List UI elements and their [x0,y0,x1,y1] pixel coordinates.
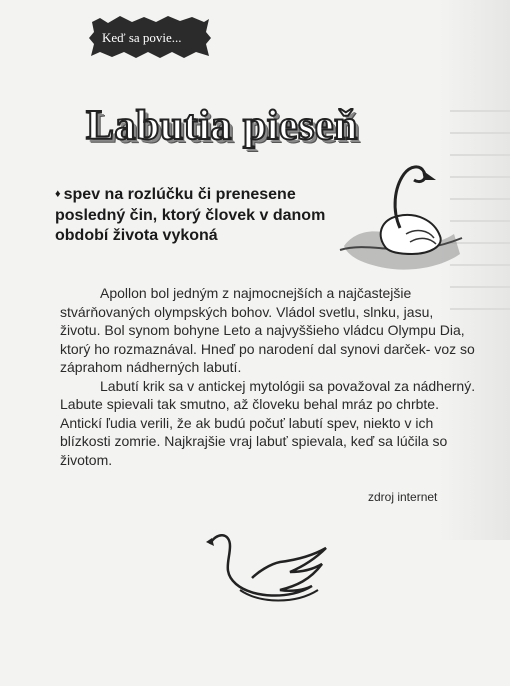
article-body [60,284,476,469]
definition-content: spev na rozlúčku či prenesene posledný čin, ktorý človek v danom období života vykoná [55,186,326,244]
tag-label: Keď sa povie... [102,30,182,45]
paragraph-2: Labutí krik sa v antickej mytológii sa považoval za nádherný. Labute spievali tak smutno, až človeku behal mráz po chrbte. Antickí ľudia verili, že ak budú počuť labutí spev, niekto v ich blízkosti zomrie. Najkrajšie vraj labuť spievala, keď sa lúčila so životom. [60,377,476,468]
definition-text [55,185,340,246]
section-tag [88,14,212,60]
page-title-text: Labutia pieseň [86,103,358,149]
swan-illustration-bottom [200,520,340,610]
bleed-through-glyphs [442,20,502,80]
bullet-icon: ♦ [55,188,61,200]
swan-illustration-top [336,150,466,280]
paragraph-1: Apollon bol jedným z najmocnejších a najčastejšie stvárňovaných olympských bohov. Vládol svetlu, slnku, jasu, životu. Bol synom bohyne Leto a najvyššieho vládcu Olympu Dia, ktorý ho rozmaznával. Hneď po narodení dal synovi darček- voz so záprahom nádherných labutí. [60,285,475,375]
source-credit: zdroj internet [368,490,438,504]
